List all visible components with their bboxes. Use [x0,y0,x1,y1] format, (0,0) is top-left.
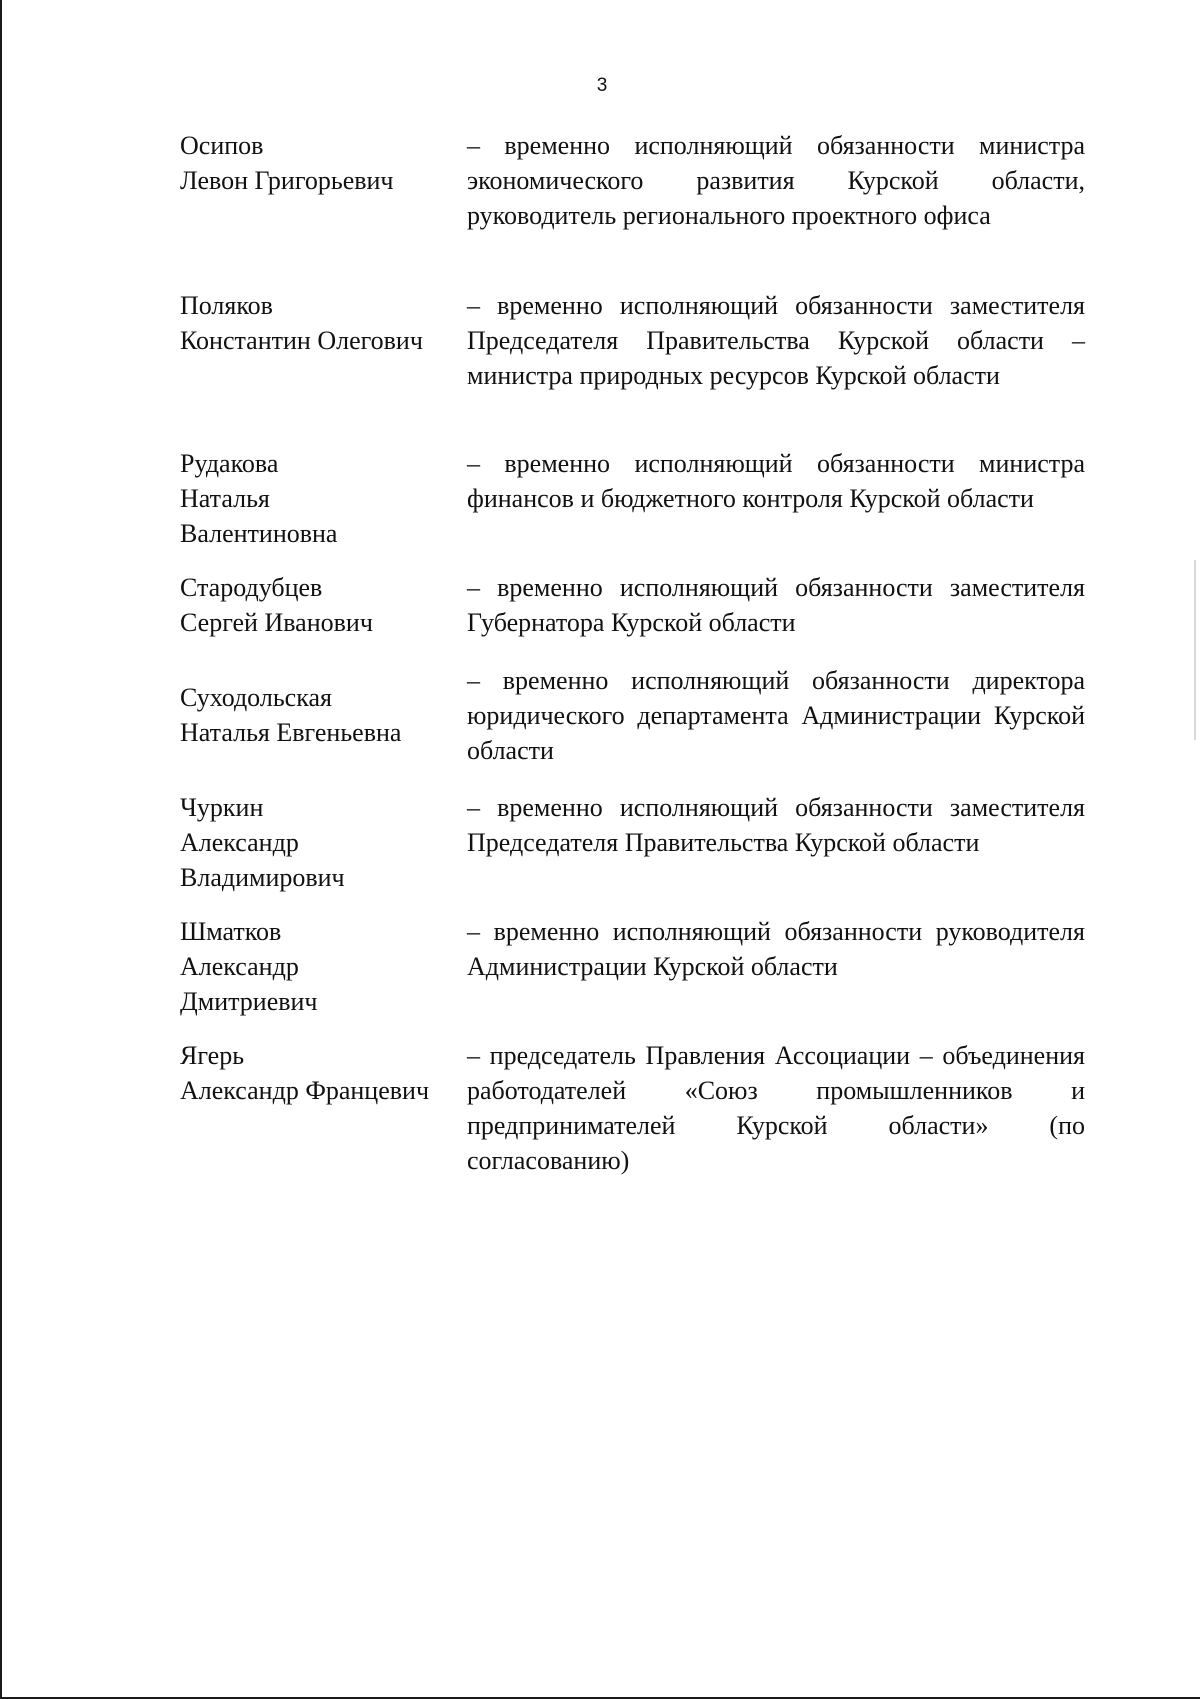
member-role: – временно исполняющий обязанности руководителя Администрации Курской области [467,917,1085,981]
member-entry [180,446,1085,551]
member-name [180,570,467,640]
member-role: – председатель Правления Ассоциации – объединения работодателей «Союз промышленников и предпринимателей Курской области» (по согласованию) [467,1041,1085,1175]
page-number: 3 [596,75,608,96]
member-role: – временно исполняющий обязанности заместителя Председателя Правительства Курской области – министра природных ресурсов Курской области [467,291,1085,390]
member-given-names: Константин Олегович [180,326,423,355]
member-patronymic: Валентиновна [180,519,338,548]
scan-edge-mark [1194,560,1196,740]
member-name [180,663,467,750]
member-patronymic: Владимирович [180,863,345,892]
member-surname: Ягерь [180,1041,245,1070]
member-given-names: Наталья [180,484,270,513]
member-role: – временно исполняющий обязанности заместителя Председателя Правительства Курской области [467,793,1085,857]
member-given-names: Александр Францевич [180,1076,430,1105]
member-given-names: Александр [180,828,299,857]
member-given-names: Наталья Евгеньевна [180,718,402,747]
member-given-names: Сергей Иванович [180,608,373,637]
member-role: – временно исполняющий обязанности заместителя Губернатора Курской области [467,573,1085,637]
member-entry [180,663,1085,768]
member-list [2,0,1200,1699]
member-surname: Чуркин [180,793,264,822]
member-surname: Суходольская [180,683,332,712]
member-entry [180,914,1085,1019]
member-surname: Стародубцев [180,573,323,602]
member-name [180,914,467,1019]
member-surname: Поляков [180,291,273,320]
member-surname: Осипов [180,131,264,160]
member-name [180,1038,467,1108]
member-surname: Шматков [180,917,282,946]
member-name [180,790,467,895]
member-entry [180,790,1085,895]
member-entry [180,1038,1085,1178]
member-entry [180,570,1085,640]
member-name [180,128,467,198]
member-role: – временно исполняющий обязанности директора юридического департамента Администрации Курской области [467,666,1085,765]
member-name [180,288,467,358]
member-surname: Рудакова [180,449,279,478]
member-given-names: Левон Григорьевич [180,166,394,195]
member-role: – временно исполняющий обязанности министра экономического развития Курской области, руководитель регионального проектного офиса [467,131,1085,230]
member-role: – временно исполняющий обязанности министра финансов и бюджетного контроля Курской области [467,449,1085,513]
member-entry [180,288,1085,393]
member-entry [180,128,1085,233]
member-name [180,446,467,551]
member-patronymic: Дмитриевич [180,987,318,1016]
member-given-names: Александр [180,952,299,981]
